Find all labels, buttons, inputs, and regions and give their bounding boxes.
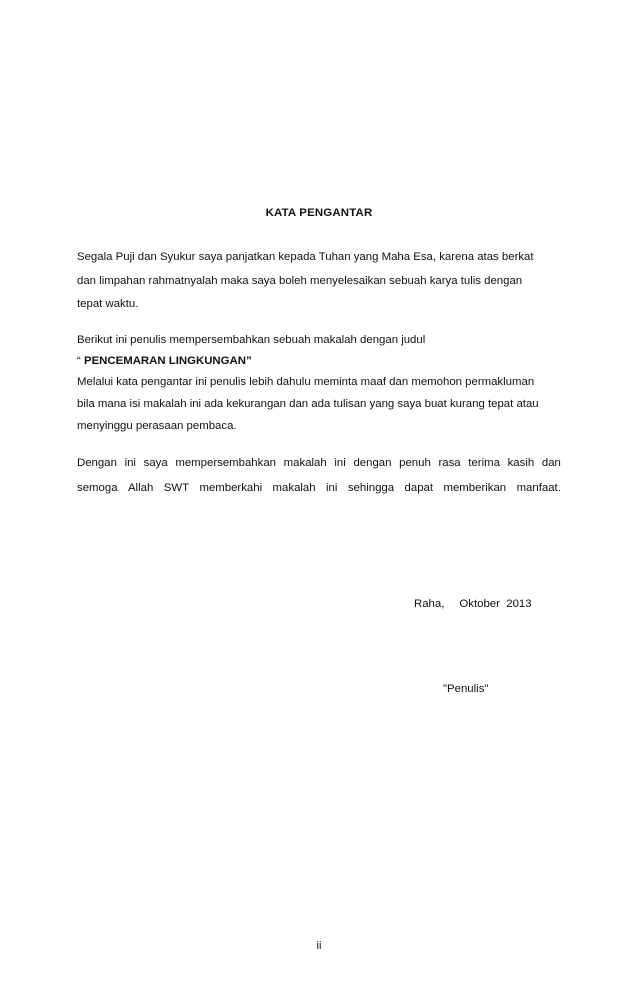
word: dengan [353,457,392,469]
paragraph-2-line-3: Melalui kata pengantar ini penulis lebih dahulu meminta maaf dan memohon permakluman [77,376,535,388]
word: dan [541,457,561,469]
makalah-title: PENCEMARAN LINGKUNGAN” [83,355,252,367]
paragraph-2-line-2 [77,354,252,368]
word: ini [124,457,136,469]
paragraph-3-line-2 [77,481,561,495]
word: rasa [438,457,461,469]
place: Raha, [414,598,445,610]
place-date [414,598,532,610]
paragraph-2-line-4: bila mana isi makalah ini ada kekurangan dan ada tulisan yang saya buat kurang tepat atau [77,398,539,410]
word: memberikan [443,482,507,494]
word: penuh [399,457,431,469]
word: makalah [283,457,327,469]
quote-open: “ [77,355,84,367]
word: makalah [272,482,316,494]
word: terima [468,457,500,469]
word: Dengan [77,457,117,469]
word: mempersembahkan [175,457,277,469]
word: SWT [163,482,190,494]
word: sehingga [347,482,395,494]
signature: "Penulis" [443,683,489,695]
paragraph-1-line-1: Segala Puji dan Syukur saya panjatkan kepada Tuhan yang Maha Esa, karena atas berkat [77,251,534,263]
word: dapat [404,482,434,494]
word: Allah [127,482,154,494]
paragraph-3-line-1 [77,456,561,470]
paragraph-2-line-5: menyinggu perasaan pembaca. [77,420,237,432]
word: saya [143,457,168,469]
paragraph-2-line-1: Berikut ini penulis mempersembahkan sebuah makalah dengan judul [77,334,426,346]
word: ini [334,457,346,469]
paragraph-1-line-2: dan limpahan rahmatnyalah maka saya boleh menyelesaikan sebuah karya tulis dengan [77,275,523,287]
word: manfaat. [516,482,561,494]
date: Oktober 2013 [459,598,532,610]
page-number: ii [316,940,322,952]
word: kasih [507,457,535,469]
word: memberkahi [199,482,263,494]
paragraph-1-line-3: tepat waktu. [77,298,139,310]
word: ini [326,482,338,494]
word: semoga [77,482,118,494]
page-title: KATA PENGANTAR [265,207,373,219]
